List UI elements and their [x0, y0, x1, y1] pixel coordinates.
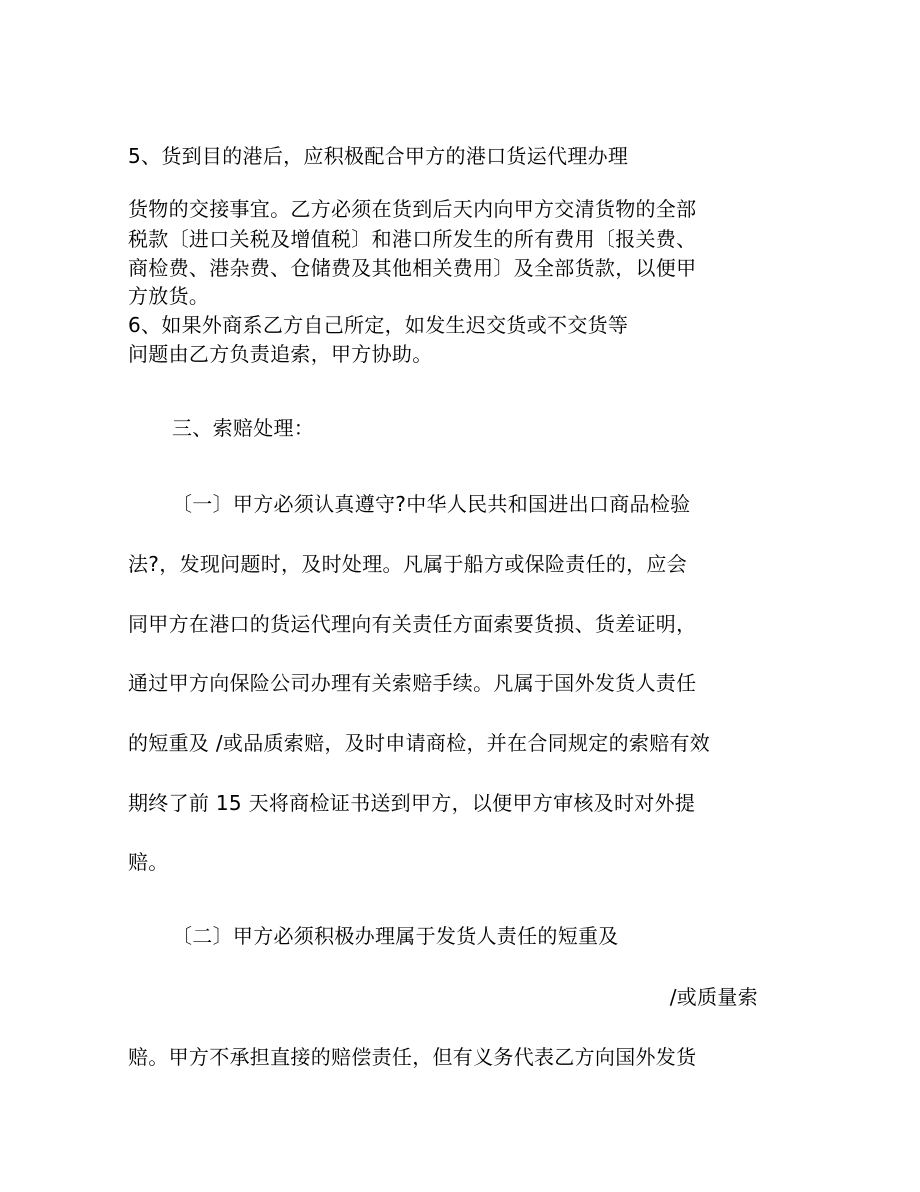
item-1-line-7: 赔。	[128, 850, 169, 874]
item-1-line-4: 通过甲方向保险公司办理有关索赔手续。凡属于国外发货人责任	[128, 671, 697, 695]
clause-5-line-2: 货物的交接事宜。乙方必须在货到后天内向甲方交清货物的全部	[128, 197, 697, 221]
item-2-line-1: 〔二〕甲方必须积极办理属于发货人责任的短重及	[172, 924, 619, 948]
clause-6-line-2: 问题由乙方负责追索，甲方协助。	[128, 342, 433, 366]
clause-5-line-4: 商检费、港杂费、仓储费及其他相关费用〕及全部货款，以便甲	[128, 256, 697, 280]
item-1-line-3: 同甲方在港口的货运代理向有关责任方面索要货损、货差证明，	[128, 612, 697, 636]
clause-5-line-3: 税款〔进口关税及增值税〕和港口所发生的所有费用〔报关费、	[128, 227, 697, 251]
clause-5-line-5: 方放货。	[128, 284, 210, 308]
item-1-line-2: 法?，发现问题时，及时处理。凡属于船方或保险责任的，应会	[128, 552, 688, 576]
item-1-line-6: 期终了前 15 天将商检证书送到甲方，以便甲方审核及时对外提	[128, 791, 696, 815]
item-1-line-5: 的短重及 /或品质索赔，及时申请商检，并在合同规定的索赔有效	[128, 731, 711, 755]
clause-6-line-1: 6、如果外商系乙方自己所定，如发生迟交货或不交货等	[128, 313, 629, 337]
item-2-line-3: 赔。甲方不承担直接的赔偿责任，但有义务代表乙方向国外发货	[128, 1045, 697, 1069]
item-1-line-1: 〔一〕甲方必须认真遵守?中华人民共和国进出口商品检验	[172, 492, 691, 516]
clause-5-line-1: 5、货到目的港后，应积极配合甲方的港口货运代理办理	[128, 144, 629, 168]
item-2-line-2: /或质量索	[669, 985, 758, 1009]
section-heading: 三、索赔处理：	[172, 416, 315, 440]
